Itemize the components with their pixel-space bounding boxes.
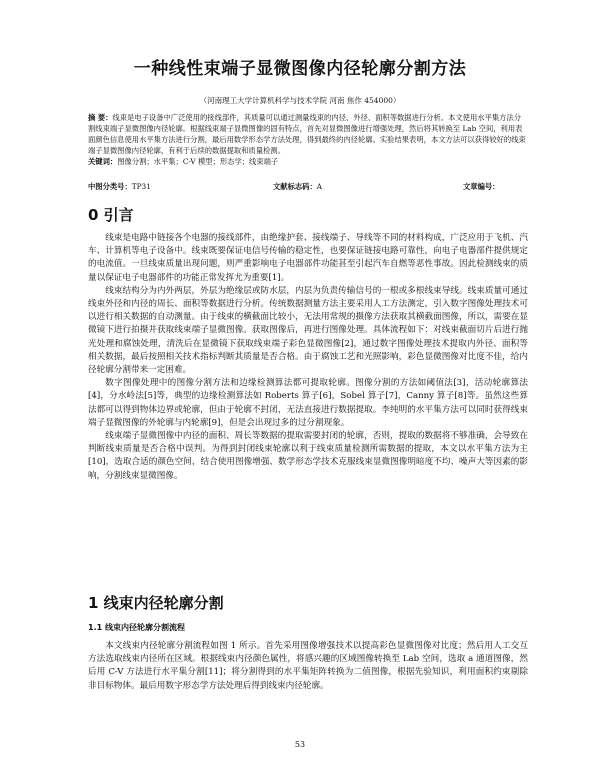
doc-code-label: 文献标志码： xyxy=(273,182,317,191)
paragraph: 线束端子显微图像中内径的面积、周长等数据的提取需要封闭的轮廓，否则，提取的数据将不够准确，会导致在判断线束质量是否合格中误判。为得到封闭线束轮廓以利于线束质量检测所需数据的提取，本文以水平集方法为主[10]，选取合适的颜色空间，结合使用图像增强、数学形态学技术克服线束显微图像明暗度不均、噪声大等因素的影响，分割线束显微图像。 xyxy=(88,431,528,481)
paragraph: 线束结构分为内外两层，外层为绝缘层或防水层，内层为负责传输信号的一根或多根线束导线。线束质量可通过线束外径和内径的周长、面积等数据进行分析。传统数据测量方法主要采用人工方法测定，引入数字图像处理技术可以进行相关数据的自动测量。由于线束的横截面比较小，无法用常规的摄像方法获取其横截面图像，所以，需要在显微镜下进行拍摄并获取线束端子显微图像。获取图像后，再进行图像处理。具体流程如下：对线束截面切片后进行抛光处理和腐蚀处理，清洗后在显微镜下获取线束端子彩色显微图像[2]，通过数字图像处理技术提取内外径、面积等相关数据，最后按照相关技术指标判断其质量是否合格。由于腐蚀工艺和光照影响，彩色显微图像对比度不佳，给内径轮廓分割带来一定困难。 xyxy=(88,285,528,376)
article-no-label: 文章编号： xyxy=(463,182,500,191)
author-affiliation: （河南理工大学计算机科学与技术学院 河南 焦作 454000） xyxy=(199,96,401,105)
section-1-heading: 1 线束内径轮廓分割 xyxy=(88,594,224,612)
paragraph: 数字图像处理中的图像分割方法和边缘检测算法都可提取轮廓。图像分割的方法如阈值法[3]，活动轮廓算法[4]，分水岭法[5]等，典型的边缘检测算法如 Roberts 算子[6]，Sobel 算子[7]，Canny 算子[8]等。虽然这些算法都可以得到物体边界或轮廓，但由于轮廓不封闭，无法直接进行数据提取。李纯明的水平集方法可以同时获得线束端子显微图像的外轮廓与内轮廓[9]，但是会出现过多的过分割现象。 xyxy=(88,378,528,428)
classification-value: TP31 xyxy=(131,182,151,191)
paper-title: 一种线性束端子显微图像内径轮廓分割方法 xyxy=(133,59,467,79)
section-0-heading: 0 引言 xyxy=(88,206,134,224)
keywords-label: 关键词： xyxy=(88,157,118,166)
doc-code-value: A xyxy=(316,182,323,191)
abstract-label: 摘 要： xyxy=(88,113,113,122)
abstract-block xyxy=(88,112,528,167)
keywords-text: 图像分割；水平集；C-V 模型；形态学；线束端子 xyxy=(117,157,279,166)
page-number: 53 xyxy=(294,740,306,749)
classification-label: 中图分类号： xyxy=(88,182,132,191)
section-0-body xyxy=(88,232,528,483)
paragraph: 本文线束内径轮廓分割流程如图 1 所示。首先采用图像增强技术以提高彩色显微图像对比度；然后用人工交互方法选取线束内径所在区域。根据线束内径颜色属性，将感兴趣的区域图像转换至 Lab 空间，选取 a 通道图像，然后用 C-V 方法进行水平集分割[11]；将分割得到的水平集矩阵转换为二值图像，根据先验知识，利用面积约束剔除非目标物体。最后用数字形态学方法处理后得到线束内径轮廓。 xyxy=(88,641,528,691)
section-1-body xyxy=(88,640,528,693)
abstract-text: 线束是电子设备中广泛使用的接线部件，其质量可以通过测量线束的内径、外径、面积等数据进行分析。本文使用水平集方法分割线束端子显微图像内径轮廓。根据线束端子显微图像的固有特点，首先对显微图像进行增强处理，然后将其转换至 Lab 空间，利用表面颜色信息使用水平集方法进行分割，最后用数学形态学方法处理，得到最终的内径轮廓。实验结果表明，本文方法可以获得较好的线束端子显微图像内径轮廓，有利于后续的数据提取和质量检测。 xyxy=(88,113,526,155)
subsection-1-1-heading: 1.1 线束内径轮廓分割流程 xyxy=(88,623,185,632)
paragraph: 线束是电路中链接各个电器的接线部件，由绝缘护套、接线端子、导线等不同的材料构成，广泛应用于飞机、汽车、计算机等电子设备中。线束既要保证电信号传输的稳定性，也要保证链接电路可靠性，向电子电器部件提供规定的电流值。一旦线束质量出现问题，则严重影响电子电器部件功能甚至引起汽车自燃等恶性事故。因此检测线束的质量以保证电子电器部件的功能正常发挥尤为重要[1]。 xyxy=(88,233,528,283)
